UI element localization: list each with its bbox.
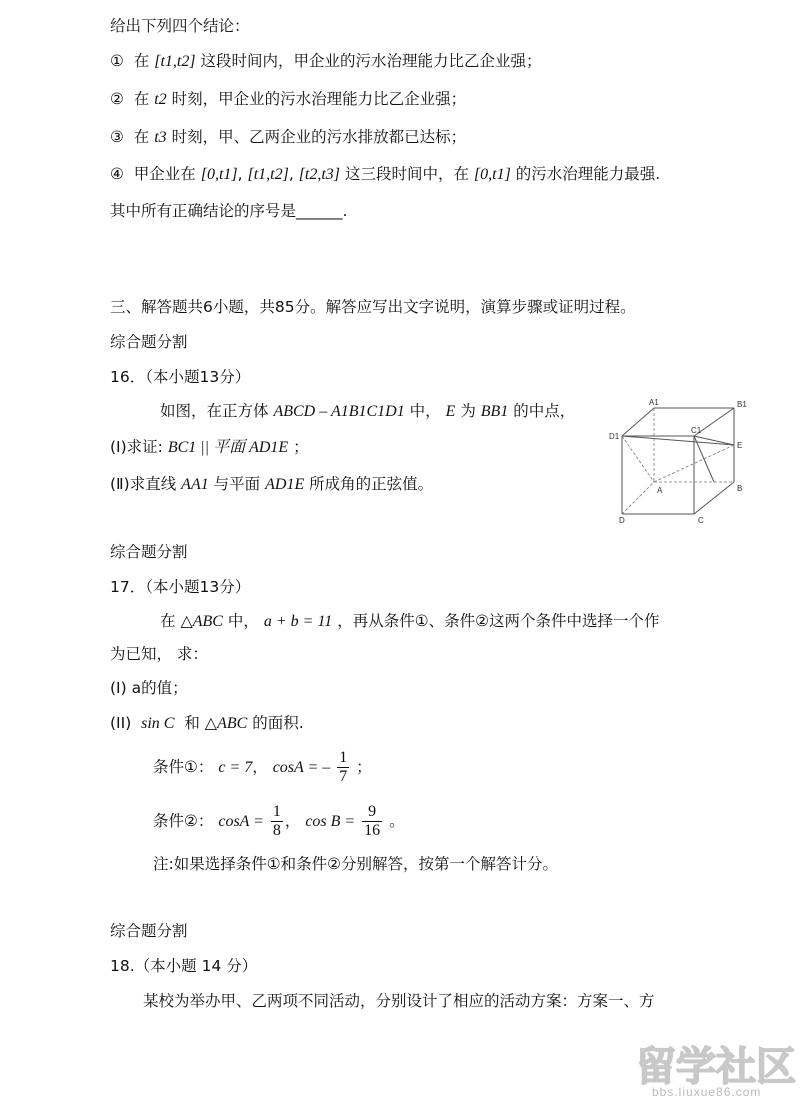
fraction-1-7: $\frac{1}{7}$ [339, 749, 348, 785]
label-e: E [737, 441, 743, 450]
label-a: A [657, 486, 663, 495]
q16-part1: (Ⅰ)求证: BC1 || 平面 AD1E ； [110, 438, 309, 456]
fraction-1-8: $\frac{1}{8}$ [272, 803, 281, 839]
label-d: D [619, 516, 625, 525]
label-b1: B1 [737, 400, 747, 409]
answer-prompt: 其中所有正确结论的序号是______. [110, 202, 348, 220]
q18-heading: 18.（本小题 14 分） [110, 957, 258, 975]
conclusion-4: ④ 甲企业在 [0,t1], [t1,t2], [t2,t3] 这三段时间中，在 [0,t1] 的污水治理能力最强. [110, 165, 661, 183]
q17-stem-line2: 为已知， 求： [110, 645, 208, 663]
q17-condition-2: 条件②： cosA = $\frac{1}{8}$ ， cos B = $\frac{9}{16}$ 。 [153, 803, 405, 839]
divider-2: 综合题分割 [110, 543, 188, 561]
fraction-9-16: $\frac{9}{16}$ [364, 803, 381, 839]
q17-part2: (II) sin C 和 △ABC 的面积. [110, 714, 304, 732]
q16-heading: 16．（本小题13分） [110, 368, 251, 386]
section-heading: 三、解答题共6小题，共85分。解答应写出文字说明，演算步骤或证明过程。 [110, 298, 636, 316]
intro-text: 给出下列四个结论： [110, 17, 250, 35]
watermark-logo [636, 1042, 806, 1086]
conclusion-1: ① 在 [t1,t2] 这段时间内，甲企业的污水治理能力比乙企业强； [110, 52, 542, 70]
q18-stem: 某校为举办甲、乙两项不同活动，分别设计了相应的活动方案：方案一、方 [143, 992, 655, 1010]
divider-1: 综合题分割 [110, 333, 188, 351]
q17-condition-1: 条件①： c = 7， cosA = – $\frac{1}{7}$ ； [153, 749, 372, 785]
label-c1: C1 [691, 426, 702, 435]
q17-part1: (I) a的值； [110, 679, 188, 697]
q17-stem: 在 △ABC 中， a + b = 11 ，再从条件①、条件②这两个条件中选择一个作 [160, 612, 660, 630]
conclusion-2: ② 在 t2 时刻，甲企业的污水治理能力比乙企业强； [110, 90, 467, 108]
divider-3: 综合题分割 [110, 922, 188, 940]
conclusion-3: ③ 在 t3 时刻，甲、乙两企业的污水排放都已达标； [110, 128, 467, 146]
watermark-url: bbs.liuxue86.com [652, 1085, 762, 1099]
svg-text:留学社区: 留学社区 [636, 1045, 796, 1086]
label-b: B [737, 484, 743, 493]
label-c: C [698, 516, 704, 525]
q17-note: 注:如果选择条件①和条件②分别解答，按第一个解答计分。 [153, 855, 559, 873]
q17-heading: 17．（本小题13分） [110, 578, 251, 596]
q16-part2: (Ⅱ)求直线 AA1 与平面 AD1E 所成角的正弦值。 [110, 475, 434, 493]
label-a1: A1 [649, 398, 659, 407]
cube-figure [606, 396, 756, 528]
label-d1: D1 [609, 432, 620, 441]
q16-stem: 如图，在正方体 ABCD – A1B1C1D1 中， E 为 BB1 的中点， [160, 402, 576, 420]
